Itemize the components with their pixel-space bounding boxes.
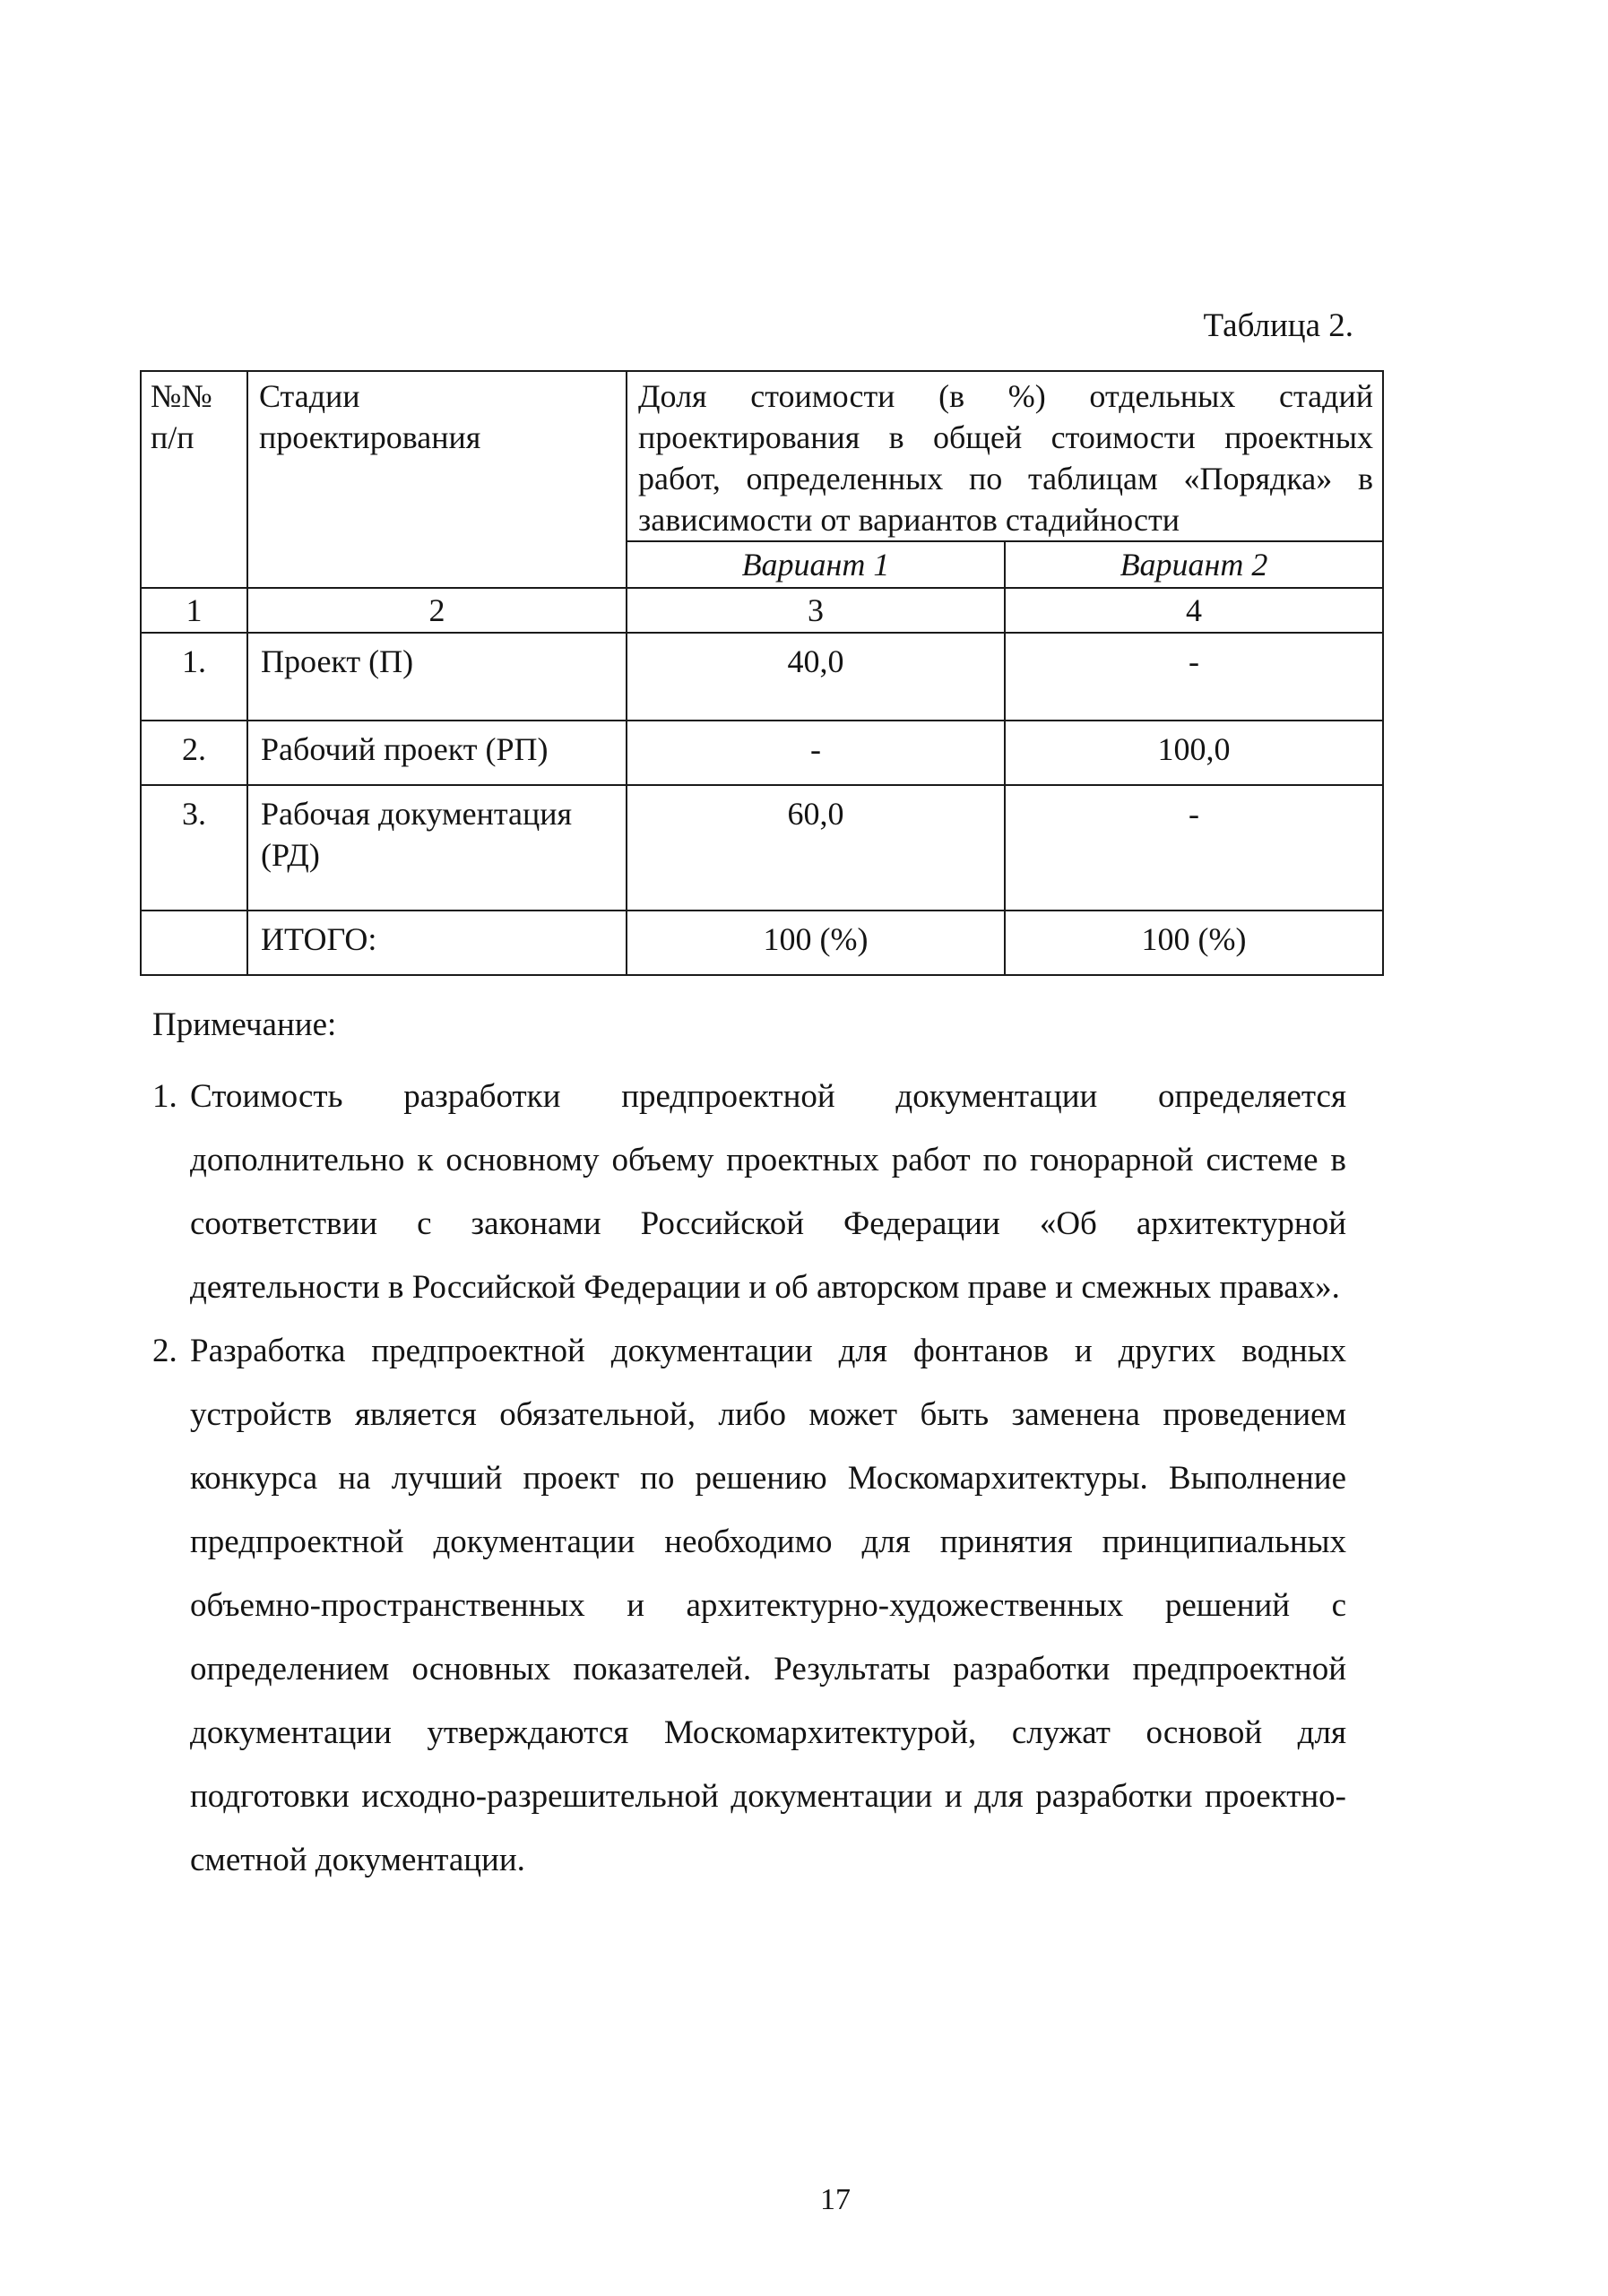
table-index-row bbox=[141, 588, 1383, 633]
row-number: 2. bbox=[141, 721, 247, 785]
index-cell: 3 bbox=[627, 588, 1005, 633]
row-variant-2-value: 100 (%) bbox=[1005, 911, 1383, 975]
table-total-row bbox=[141, 911, 1383, 975]
header-stage-line2: проектирования bbox=[259, 419, 481, 455]
index-cell: 4 bbox=[1005, 588, 1383, 633]
header-number-line1: №№ bbox=[151, 378, 212, 414]
header-number-cell bbox=[141, 371, 247, 588]
row-variant-1-value: 100 (%) bbox=[627, 911, 1005, 975]
row-stage: Проект (П) bbox=[247, 633, 627, 721]
page-number: 17 bbox=[820, 2183, 851, 2216]
header-share-cell: Доля стоимости (в %) отдельных стадий проектирования в общей стоимости проектных работ, определенных по таблицам «Порядка» в зависимости от вариантов стадийности bbox=[627, 371, 1383, 541]
header-stage-line1: Стадии bbox=[259, 378, 360, 414]
row-variant-1-value: 40,0 bbox=[627, 633, 1005, 721]
row-number: 3. bbox=[141, 785, 247, 911]
table-caption: Таблица 2. bbox=[1203, 307, 1353, 344]
table-row bbox=[141, 633, 1383, 721]
row-variant-2-value: - bbox=[1005, 633, 1383, 721]
row-variant-1-value: - bbox=[627, 721, 1005, 785]
row-stage: ИТОГО: bbox=[247, 911, 627, 975]
row-stage: Рабочий проект (РП) bbox=[247, 721, 627, 785]
header-variant-2: Вариант 2 bbox=[1005, 541, 1383, 588]
header-number-line2: п/п bbox=[151, 419, 195, 455]
index-cell: 1 bbox=[141, 588, 247, 633]
notes-section bbox=[152, 1006, 1346, 1892]
row-variant-2-value: 100,0 bbox=[1005, 721, 1383, 785]
row-number bbox=[141, 911, 247, 975]
row-variant-2-value: - bbox=[1005, 785, 1383, 911]
row-number: 1. bbox=[141, 633, 247, 721]
notes-title: Примечание: bbox=[152, 1006, 337, 1043]
note-number: 2. bbox=[152, 1333, 177, 1369]
header-stage-cell bbox=[247, 371, 627, 588]
note-item bbox=[152, 1065, 1346, 1319]
note-item bbox=[152, 1319, 1346, 1892]
table-row bbox=[141, 721, 1383, 785]
note-number: 1. bbox=[152, 1078, 177, 1115]
table-header-row bbox=[141, 371, 1383, 541]
note-text: Стоимость разработки предпроектной документации определяется дополнительно к основному объему проектных работ по гонорарной системе в соответствии с законами Российской Федерации «Об архитектурной деятельности в Российской Федерации и об авторском праве и смежных правах». bbox=[190, 1078, 1346, 1306]
index-cell: 2 bbox=[247, 588, 627, 633]
row-variant-1-value: 60,0 bbox=[627, 785, 1005, 911]
header-variant-1: Вариант 1 bbox=[627, 541, 1005, 588]
row-stage: Рабочая документация (РД) bbox=[247, 785, 627, 911]
note-text: Разработка предпроектной документации для фонтанов и других водных устройств является обязательной, либо может быть заменена проведением конкурса на лучший проект по решению Москомархитектуры. Выполнение предпроектной документации необходимо для принятия принципиальных объемно-пространственных и архитектурно-художественных решений с определением основных показателей. Результаты разработки предпроектной документации утверждаются Москомархитектурой, служат основой для подготовки исходно-разрешительной документации и для разработки проектно-сметной документации. bbox=[190, 1333, 1346, 1878]
stages-cost-table bbox=[140, 370, 1384, 976]
table-row bbox=[141, 785, 1383, 911]
